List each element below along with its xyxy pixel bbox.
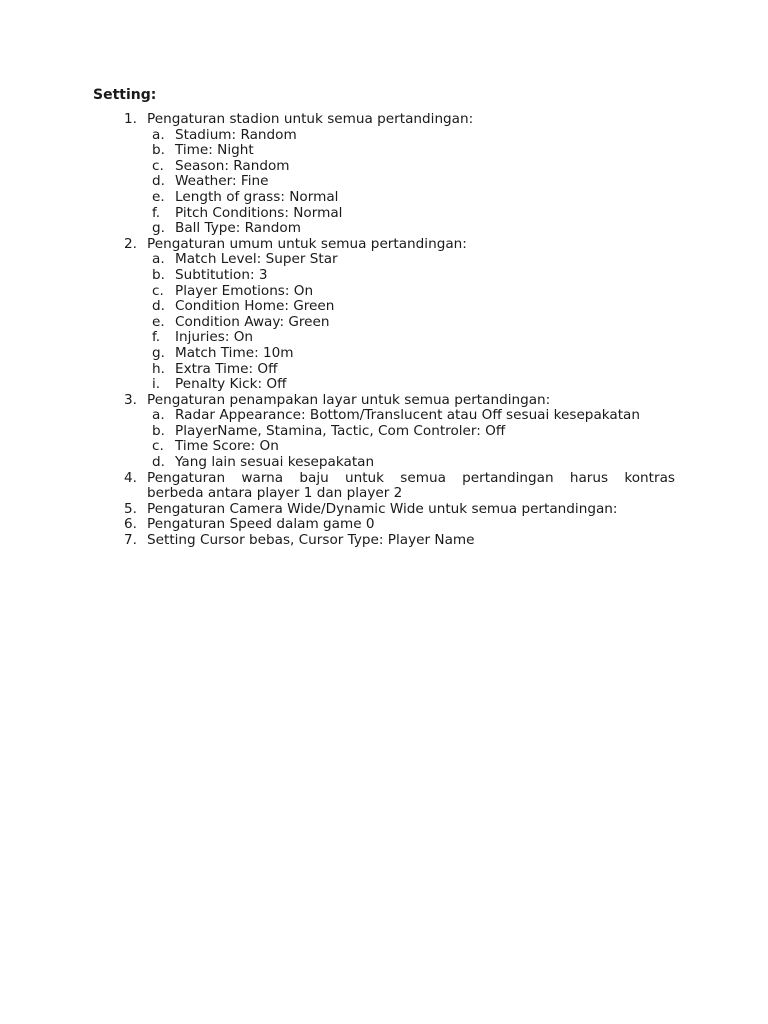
list-item-4 — [0, 471, 768, 487]
sub-item-label: d. — [152, 298, 165, 315]
sub-item-text: Match Level: Super Star — [175, 251, 338, 268]
list-number: 4. — [124, 469, 137, 486]
list-number: 1. — [124, 111, 137, 127]
list-number: 6. — [124, 516, 137, 533]
sub-item-text: Condition Home: Green — [175, 298, 335, 315]
sub-item — [0, 143, 768, 159]
sub-item-label: c. — [152, 282, 164, 299]
list-number: 5. — [124, 500, 137, 517]
sub-item-label: a. — [152, 251, 165, 268]
sub-item-label: b. — [152, 422, 165, 439]
list-number: 3. — [124, 391, 137, 408]
sub-item-label: f. — [152, 329, 161, 346]
sub-item-label: c. — [152, 157, 164, 174]
sub-item-label: b. — [152, 266, 165, 283]
list-item-text: Pengaturan penampakan layar untuk semua pertandingan: — [147, 391, 551, 408]
sub-item-text: Pitch Conditions: Normal — [175, 204, 343, 221]
sub-item-label: g. — [152, 344, 165, 361]
list-item-7 — [0, 533, 768, 549]
list-number: 7. — [124, 532, 137, 549]
sub-item-label: d. — [152, 454, 165, 471]
list-item-6 — [0, 517, 768, 533]
sub-item-label: b. — [152, 142, 165, 159]
sub-item-text: Condition Away: Green — [175, 313, 330, 330]
sub-item-text: Match Time: 10m — [175, 344, 294, 361]
sub-item — [0, 174, 768, 190]
sub-item — [0, 346, 768, 362]
sub-item — [0, 252, 768, 268]
sub-item — [0, 268, 768, 284]
sub-item — [0, 424, 768, 440]
sub-item — [0, 315, 768, 331]
section-heading: Setting: — [93, 87, 157, 103]
sub-item-text: Season: Random — [175, 157, 290, 174]
sub-item-text: PlayerName, Stamina, Tactic, Com Controler: Off — [175, 422, 506, 439]
list-item-text: Pengaturan Speed dalam game 0 — [147, 516, 375, 533]
list-item-2 — [0, 237, 768, 253]
list-number: 2. — [124, 235, 137, 252]
sub-item-label: h. — [152, 360, 165, 377]
list-item-3 — [0, 393, 768, 409]
sub-item — [0, 439, 768, 455]
sub-item — [0, 221, 768, 237]
sub-item-text: Yang lain sesuai kesepakatan — [175, 454, 375, 471]
sub-item — [0, 206, 768, 222]
list-item-text: Pengaturan umum untuk semua pertandingan: — [147, 235, 467, 252]
sub-item-text: Stadium: Random — [175, 126, 297, 143]
sub-item — [0, 455, 768, 471]
sub-item-label: i. — [152, 376, 161, 393]
list-item-text: Pengaturan stadion untuk semua pertandingan: — [147, 111, 474, 127]
list-item-text-line-1: Pengaturan warna baju untuk semua pertandingan harus kontras — [147, 469, 675, 486]
sub-item-label: e. — [152, 313, 165, 330]
list-item-text: Setting Cursor bebas, Cursor Type: Player Name — [147, 532, 475, 549]
sub-item-text: Penalty Kick: Off — [175, 376, 287, 393]
list-item-1 — [0, 112, 768, 128]
sub-item-label: f. — [152, 204, 161, 221]
sub-item — [0, 408, 768, 424]
sub-item-text: Length of grass: Normal — [175, 188, 339, 205]
sub-item — [0, 159, 768, 175]
sub-item — [0, 128, 768, 144]
sub-item — [0, 284, 768, 300]
sub-item-text: Subtitution: 3 — [175, 266, 268, 283]
sub-item-label: g. — [152, 220, 165, 237]
sub-item-text: Extra Time: Off — [175, 360, 278, 377]
sub-item-text: Player Emotions: On — [175, 282, 314, 299]
sub-item-text: Time: Night — [175, 142, 254, 159]
sub-item-label: a. — [152, 126, 165, 143]
list-item-4-continuation — [0, 486, 768, 502]
sub-item-label: d. — [152, 173, 165, 190]
list-item-text-line-2: berbeda antara player 1 dan player 2 — [147, 485, 403, 502]
sub-item-text: Time Score: On — [175, 438, 279, 455]
sub-item-text: Ball Type: Random — [175, 220, 301, 237]
sub-item — [0, 190, 768, 206]
settings-list — [0, 112, 768, 549]
sub-item — [0, 362, 768, 378]
list-item-5 — [0, 502, 768, 518]
sub-item-text: Weather: Fine — [175, 173, 269, 190]
sub-item-text: Injuries: On — [175, 329, 254, 346]
sub-item-text: Radar Appearance: Bottom/Translucent atau Off sesuai kesepakatan — [175, 407, 641, 424]
sub-item-label: a. — [152, 407, 165, 424]
sub-item — [0, 377, 768, 393]
sub-item — [0, 299, 768, 315]
sub-item-label: c. — [152, 438, 164, 455]
sub-item-label: e. — [152, 188, 165, 205]
list-item-text: Pengaturan Camera Wide/Dynamic Wide untuk semua pertandingan: — [147, 500, 618, 517]
sub-item — [0, 330, 768, 346]
